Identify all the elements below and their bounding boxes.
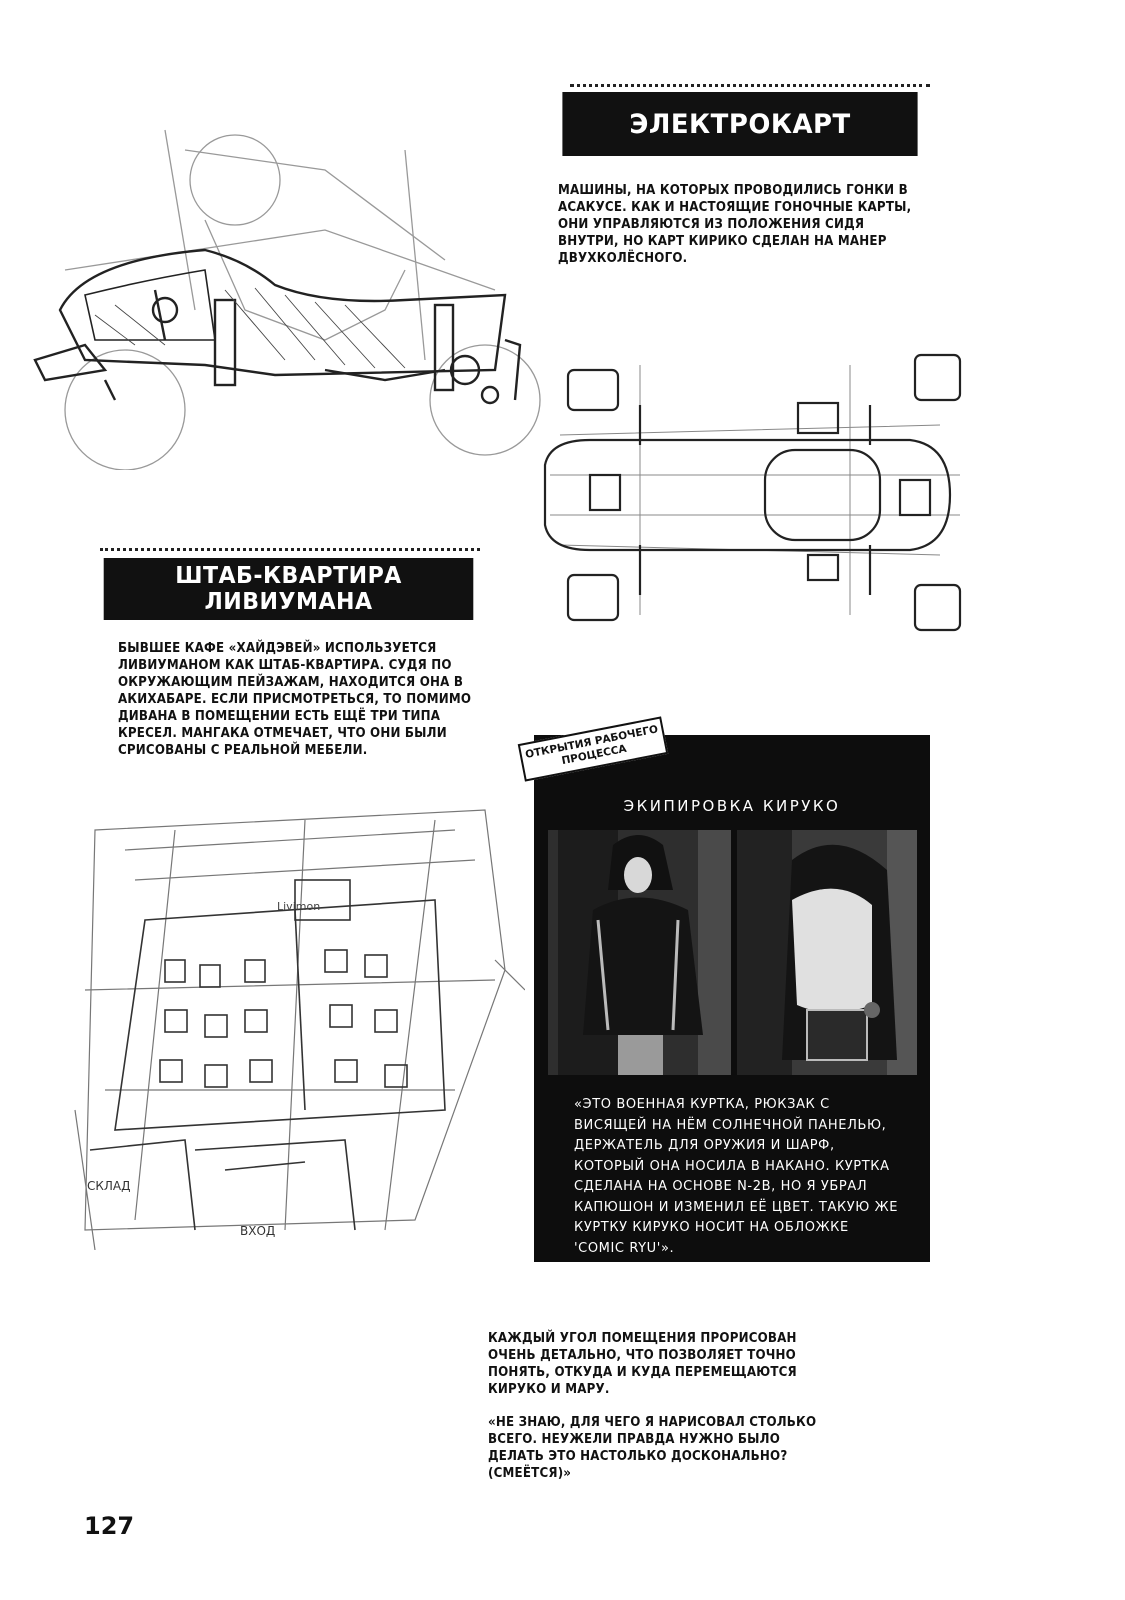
hq-floorplan-sketch	[55, 790, 525, 1250]
kiruko-gear-photo-front	[548, 830, 731, 1075]
hq-sketch-sign-label: Livimon	[277, 900, 321, 913]
kiruko-gear-photo-back	[737, 830, 917, 1075]
hq-sketch-entrance-label: ВХОД	[240, 1224, 276, 1238]
hq-section-title: ШТАБ-КВАРТИРА ЛИВИУМАНА	[104, 558, 474, 620]
kiruko-gear-panel	[534, 735, 930, 1262]
hq-sketch-storage-label: СКЛАД	[87, 1179, 131, 1193]
kart-title-dotted-rule	[570, 84, 930, 87]
kiruko-gear-title: ЭКИПИРОВКА КИРУКО	[623, 797, 841, 815]
page-number: 127	[84, 1512, 135, 1540]
kart-section-title: ЭЛЕКТРОКАРТ	[562, 92, 917, 156]
kart-side-sketch	[25, 110, 545, 470]
hq-caption: БЫВШЕЕ КАФЕ «ХАЙДЭВЕЙ» ИСПОЛЬЗУЕТСЯ ЛИВИУМАНОМ КАК ШТАБ-КВАРТИРА. СУДЯ ПО ОКРУЖАЮЩИМ ПЕЙЗАЖАМ, НАХОДИТСЯ ОНА В АКИХАБАРЕ. ЕСЛИ ПРИСМОТРЕТЬСЯ, ТО ПОМИМО ДИВАНА В ПОМЕЩЕНИИ ЕСТЬ ЕЩЁ ТРИ ТИПА КРЕСЕЛ. МАНГАКА ОТМЕЧАЕТ, ЧТО ОНИ БЫЛИ СРИСОВАНЫ С РЕАЛЬНОЙ МЕБЕЛИ.	[118, 641, 472, 758]
kart-top-sketch	[530, 345, 970, 635]
hq-title-dotted-rule	[100, 548, 480, 551]
kart-caption: МАШИНЫ, НА КОТОРЫХ ПРОВОДИЛИСЬ ГОНКИ В АСАКУСЕ. КАК И НАСТОЯЩИЕ ГОНОЧНЫЕ КАРТЫ, ОНИ УПРАВЛЯЮТСЯ ИЗ ПОЛОЖЕНИЯ СИДЯ ВНУТРИ, НО КАРТ КИРИКО СДЕЛАН НА МАНЕР ДВУХКОЛЁСНОГО.	[558, 183, 912, 266]
hq-quote-2: «НЕ ЗНАЮ, ДЛЯ ЧЕГО Я НАРИСОВАЛ СТОЛЬКО ВСЕГО. НЕУЖЕЛИ ПРАВДА НУЖНО БЫЛО ДЕЛАТЬ ЭТО НАСТОЛЬКО ДОСКОНАЛЬНО? (СМЕЁТСЯ)»	[488, 1415, 817, 1481]
kiruko-gear-quote: «ЭТО ВОЕННАЯ КУРТКА, РЮКЗАК С ВИСЯЩЕЙ НА НЁМ СОЛНЕЧНОЙ ПАНЕЛЬЮ, ДЕРЖАТЕЛЬ ДЛЯ ОРУЖИЯ И ШАРФ, КОТОРЫЙ ОНА НОСИЛА В НАКАНО. КУРТКА СДЕЛАНА НА ОСНОВЕ N-2B, НО Я УБРАЛ КАПЮШОН И ИЗМЕНИЛ ЕЁ ЦВЕТ. ТАКУЮ ЖЕ КУРТКУ КИРУКО НОСИТ НА ОБЛОЖКЕ 'COMIC RYU'».	[574, 1097, 899, 1256]
sidebar-tag: ОТКРЫТИЯ РАБОЧЕГО ПРОЦЕССА	[518, 716, 669, 781]
hq-caption-2: КАЖДЫЙ УГОЛ ПОМЕЩЕНИЯ ПРОРИСОВАН ОЧЕНЬ ДЕТАЛЬНО, ЧТО ПОЗВОЛЯЕТ ТОЧНО ПОНЯТЬ, ОТКУДА И КУДА ПЕРЕМЕЩАЮТСЯ КИРУКО И МАРУ.	[488, 1331, 797, 1397]
